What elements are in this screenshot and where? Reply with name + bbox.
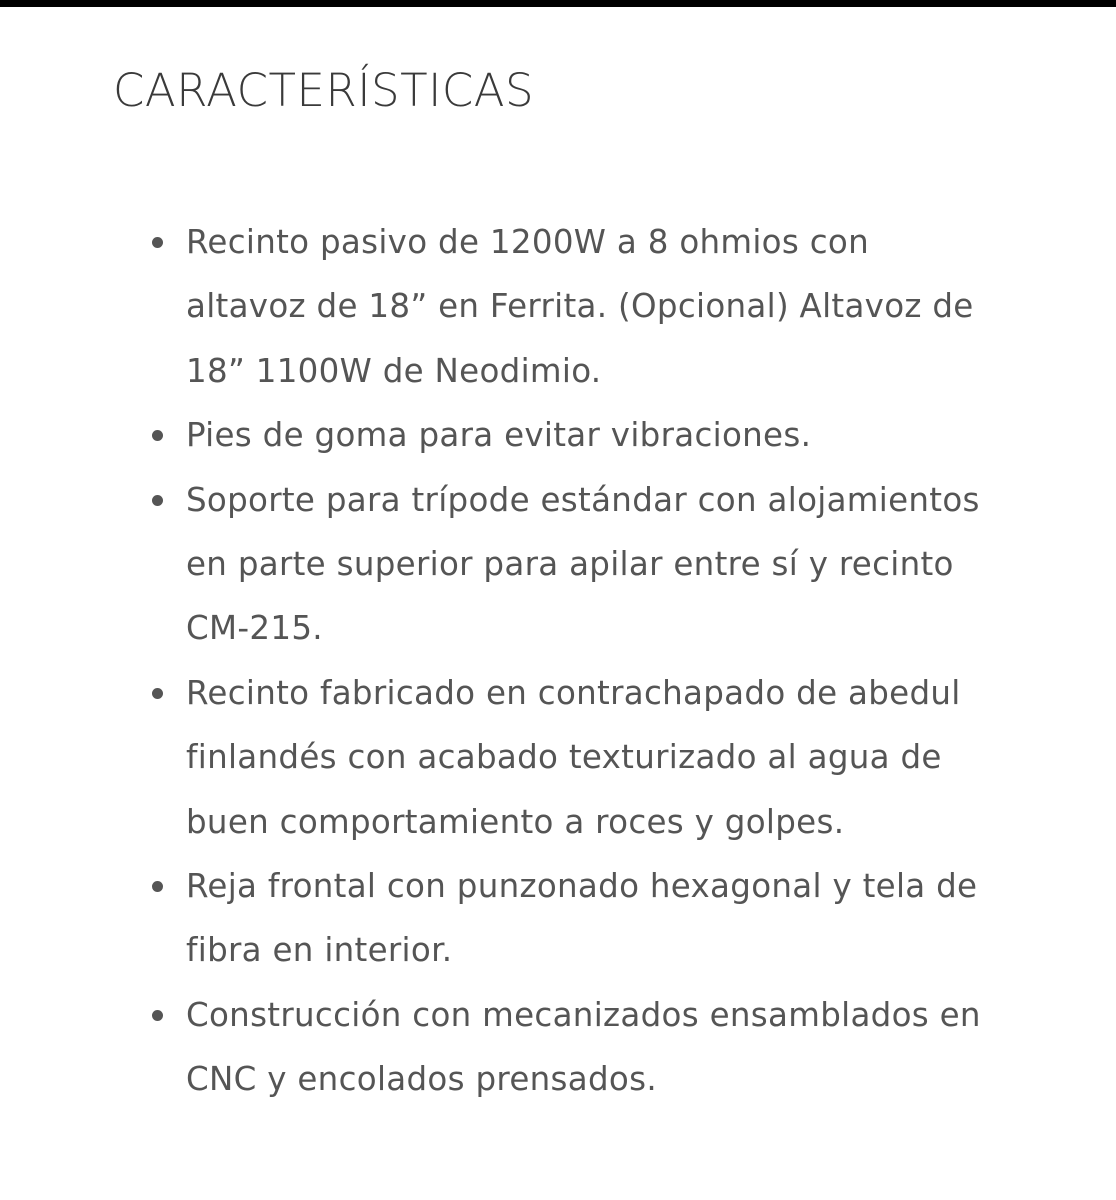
feature-text: Pies de goma para evitar vibraciones. (186, 416, 812, 455)
feature-item (145, 210, 995, 403)
feature-item (145, 854, 995, 983)
section-title: CARACTERÍSTICAS (113, 64, 535, 117)
bullet-icon (152, 688, 163, 699)
feature-item (145, 983, 995, 1112)
bullet-icon (152, 1010, 163, 1021)
feature-text: Recinto pasivo de 1200W a 8 ohmios con altavoz de 18” en Ferrita. (Opcional) Altavoz de 18” 1100W de Neodimio. (186, 223, 974, 390)
top-edge-bar (0, 0, 1116, 7)
bullet-icon (152, 495, 163, 506)
feature-text: Soporte para trípode estándar con alojamientos en parte superior para apilar entre sí y recinto CM-215. (186, 480, 980, 648)
feature-text: Reja frontal con punzonado hexagonal y tela de fibra en interior. (186, 867, 978, 970)
feature-item (145, 661, 995, 854)
bullet-icon (152, 237, 163, 248)
bullet-icon (152, 430, 163, 441)
feature-text: Construcción con mecanizados ensamblados en CNC y encolados prensados. (186, 995, 981, 1099)
feature-item (145, 403, 995, 467)
features-list (145, 210, 995, 1112)
bullet-icon (152, 881, 163, 892)
feature-text: Recinto fabricado en contrachapado de abedul finlandés con acabado texturizado al agua de buen comportamiento a roces y golpes. (186, 673, 961, 841)
feature-item (145, 468, 995, 661)
